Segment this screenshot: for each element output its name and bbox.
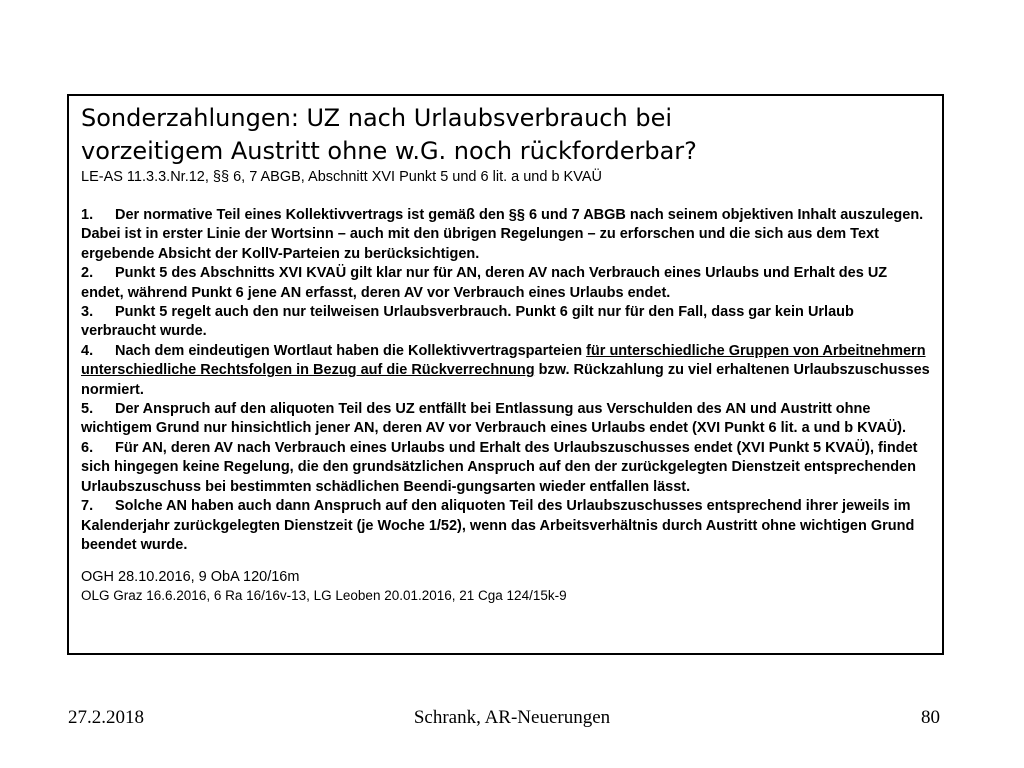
point-item [81, 303, 930, 342]
lower-court-reference: OLG Graz 16.6.2016, 6 Ra 16/16v-13, LG Leoben 20.01.2016, 21 Cga 124/15k-9 [81, 588, 567, 604]
page-number: 80 [921, 707, 940, 728]
point-text: Der Anspruch auf den aliquoten Teil des UZ entfällt bei Entlassung aus Verschulden des AN und Austritt ohne wichtigem Grund nur hinsichtlich jener AN, deren AV vor Verbrauch eines Urlaubs endet (XVI Punkt 6 lit. a und b KVAÜ). [81, 401, 907, 437]
point-number: 1. [81, 207, 94, 223]
point-number: 7. [81, 498, 94, 515]
title-line-1: Sonderzahlungen: UZ nach Urlaubsverbrauch bei [81, 104, 673, 132]
point-text: Der normative Teil eines Kollektivvertrags ist gemäß den §§ 6 und 7 ABGB nach seinem objektiven Inhalt auszulegen. Dabei ist in erster Linie der Wortsinn – auch mit den übrigen Regelungen – zu erforschen und die sich aus dem Text ergebende Absicht der KollV-Parteien zu berücksichtigen. [81, 207, 924, 262]
point-text-underlined: für unterschiedliche Gruppen von Arbeitnehmern unterschiedliche Rechtsfolgen in Bezug auf die Rückverrechnung [81, 342, 926, 379]
point-text: Punkt 5 regelt auch den nur teilweisen Urlaubsverbrauch. Punkt 6 gilt nur für den Fall, dass gar kein Urlaub verbraucht wurde. [81, 304, 854, 340]
point-item [81, 264, 930, 303]
point-text: Solche AN haben auch dann Anspruch auf den aliquoten Teil des Urlaubszuschusses entsprechend ihrer jeweils im Kalenderjahr zurückgelegten Dienstzeit (je Woche 1/52), wenn das Arbeitsverhältnis durch Austritt ohne wichtigen Grund beendet wurde. [81, 498, 915, 553]
point-item [81, 400, 930, 439]
point-item [81, 342, 930, 400]
points-list [81, 206, 930, 555]
point-item [81, 439, 930, 497]
point-item [81, 206, 930, 264]
point-number: 2. [81, 265, 94, 282]
point-number: 4. [81, 342, 94, 359]
footer-author: Schrank, AR-Neuerungen [413, 707, 611, 728]
point-item [81, 497, 930, 555]
content-box [67, 94, 944, 655]
legal-citation: LE-AS 11.3.3.Nr.12, §§ 6, 7 ABGB, Abschnitt XVI Punkt 5 und 6 lit. a und b KVAÜ [81, 169, 602, 185]
court-reference: OGH 28.10.2016, 9 ObA 120/16m [81, 569, 300, 586]
point-number: 3. [81, 304, 94, 321]
title-line-2: vorzeitigem Austritt ohne w.G. noch rückforderbar? [81, 137, 697, 165]
point-text: Punkt 5 des Abschnitts XVI KVAÜ gilt klar nur für AN, deren AV nach Verbrauch eines Urlaubs und Erhalt des UZ endet, während Punkt 6 jene AN erfasst, deren AV vor Verbrauch eines Urlaubs endet. [81, 265, 888, 301]
slide-title [81, 102, 930, 168]
point-text-after: bzw. Rückzahlung zu viel erhaltenen Urlaubszuschusses normiert. [81, 362, 930, 398]
point-number: 6. [81, 439, 94, 456]
point-number: 5. [81, 401, 94, 418]
point-text-before: Nach dem eindeutigen Wortlaut haben die Kollektivvertragsparteien [115, 342, 587, 359]
point-text: Für AN, deren AV nach Verbrauch eines Urlaubs und Erhalt des Urlaubszuschusses endet (XVI Punkt 5 KVAÜ), findet sich hingegen keine Regelung, die den grundsätzlichen Anspruch auf den der zurückgelegten Dienstzeit entsprechenden Urlaubszuschuss bei bestimmten schädlichen Beendi-gungsarten wieder entfallen lässt. [81, 439, 918, 495]
footer-date: 27.2.2018 [68, 707, 144, 728]
